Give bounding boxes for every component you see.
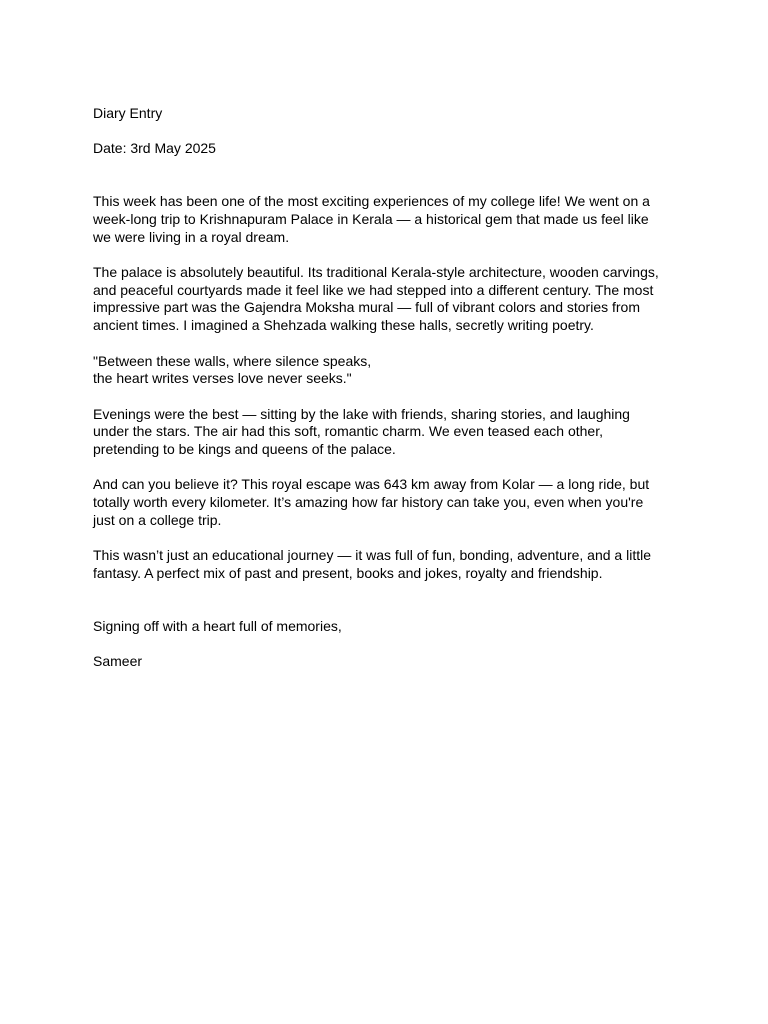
paragraph-intro: This week has been one of the most exciting experiences of my college life! We went on a week-long trip to Krishnapuram Palace in Kerala — a historical gem that made us feel like we were living in a royal dream. [93, 193, 650, 245]
paragraph-evenings: Evenings were the best — sitting by the lake with friends, sharing stories, and laughing under the stars. The air had this soft, romantic charm. We even teased each other, pretending to be kings and queens of the palace. [93, 405, 630, 457]
paragraph-palace: The palace is absolutely beautiful. Its traditional Kerala-style architecture, wooden carvings, and peaceful courtyards made it feel like we had stepped into a different century. The most impressive part was the Gajendra Moksha mural — full of vibrant colors and stories from ancient times. I imagined a Shehzada walking these halls, secretly writing poetry. [93, 264, 659, 334]
diary-page [93, 87, 693, 706]
signoff-line: Signing off with a heart full of memories, [93, 617, 342, 634]
diary-heading: Diary Entry [93, 104, 163, 121]
signature: Sameer [93, 653, 143, 670]
poem-quote: "Between these walls, where silence speaks, the heart writes verses love never seeks." [93, 352, 372, 387]
paragraph-distance: And can you believe it? This royal escape was 643 km away from Kolar — a long ride, but totally worth every kilometer. It’s amazing how far history can take you, even when you're just on a college trip. [93, 476, 650, 528]
paragraph-summary: This wasn’t just an educational journey — it was full of fun, bonding, adventure, and a little fantasy. A perfect mix of past and present, books and jokes, royalty and friendship. [93, 547, 651, 581]
diary-header [93, 87, 693, 176]
diary-closing [93, 600, 693, 689]
diary-date: Date: 3rd May 2025 [93, 140, 216, 157]
